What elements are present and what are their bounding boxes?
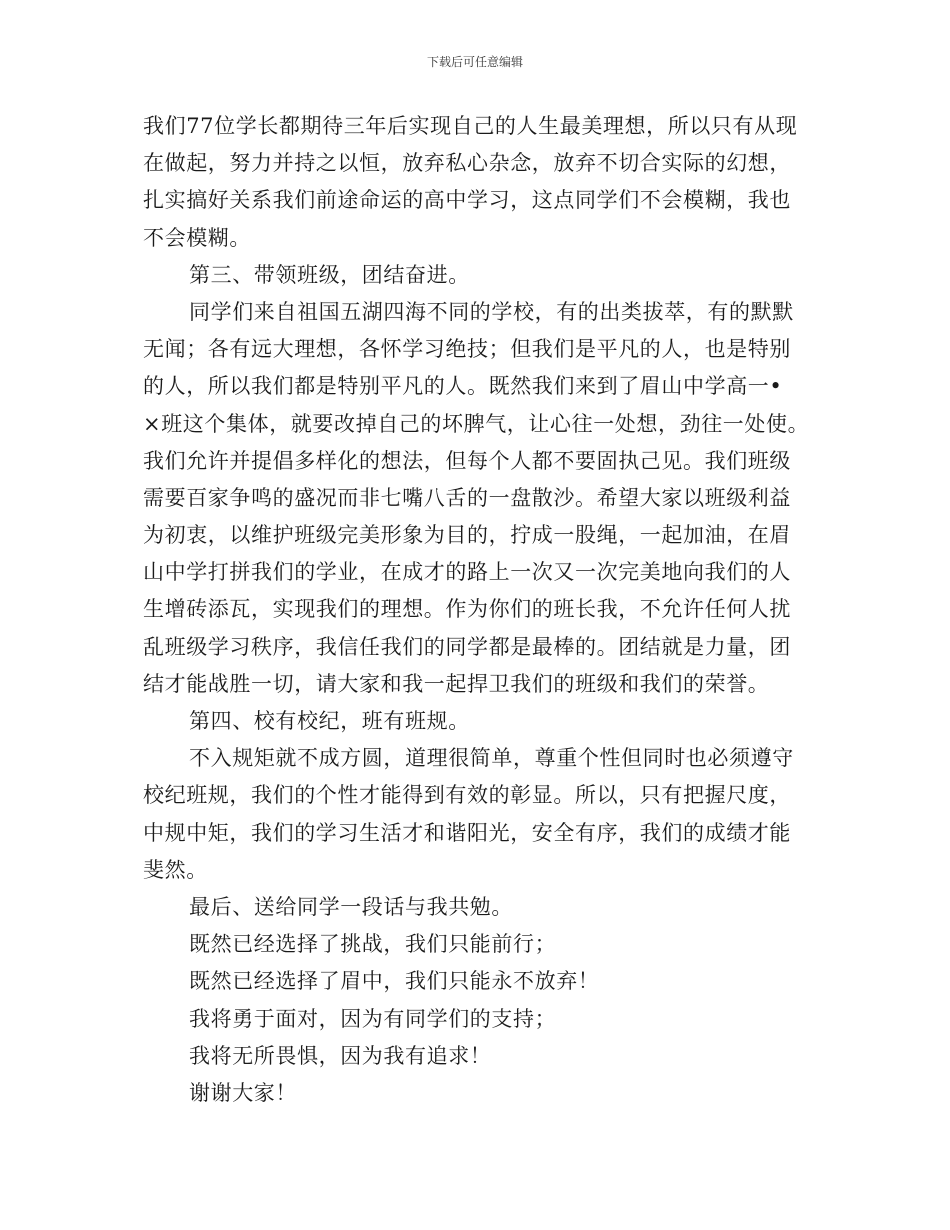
text-line: 的人，所以我们都是特别平凡的人。既然我们来到了眉山中学高一• [143,374,783,399]
text-line: 不会模糊。 [143,225,251,250]
text-line: 不入规矩就不成方圆，道理很简单，尊重个性但同时也必须遵守 [189,746,794,771]
text-line: 我将勇于面对，因为有同学们的支持； [189,1006,557,1031]
text-line: 我将无所畏惧，因为我有追求！ [189,1043,492,1068]
closing-line: 谢谢大家！ [189,1080,297,1105]
text-line: ×班这个集体，就要改掉自己的坏脾气，让心往一处想，劲往一处使。 [143,411,810,436]
text-line: 生增砖添瓦，实现我们的理想。作为你们的班长我，不允许任何人扰 [143,597,791,622]
text-line: 既然已经选择了挑战，我们只能前行； [189,932,557,957]
text-line: 我们77位学长都期待三年后实现自己的人生最美理想，所以只有从现 [143,114,798,138]
text-line: 乱班级学习秩序，我信任我们的同学都是最棒的。团结就是力量，团 [143,634,791,659]
text-line: 同学们来自祖国五湖四海不同的学校，有的出类拔萃，有的默默 [189,299,794,324]
text-line: 斐然。 [143,857,208,882]
text-line: 我们允许并提倡多样化的想法，但每个人都不要固执己见。我们班级 [143,448,791,473]
document-body [143,108,823,1112]
text-line: 为初衷，以维护班级完美形象为目的，拧成一股绳，一起加油，在眉 [143,523,791,548]
section-heading: 第四、校有校纪，班有班规。 [189,709,470,733]
text-line: 结才能战胜一切，请大家和我一起捍卫我们的班级和我们的荣誉。 [143,671,770,696]
text-line: 在做起，努力并持之以恒，放弃私心杂念，放弃不切合实际的幻想， [143,151,791,176]
text-line: 无闻；各有远大理想，各怀学习绝技；但我们是平凡的人，也是特别 [143,337,791,362]
text-line: 既然已经选择了眉中，我们只能永不放弃！ [189,969,600,994]
text-line: 扎实搞好关系我们前途命运的高中学习，这点同学们不会模糊，我也 [143,188,791,213]
text-line: 最后、送给同学一段话与我共勉。 [189,894,513,919]
page-header: 下载后可任意编辑 [426,55,523,69]
text-line: 山中学打拼我们的学业，在成才的路上一次又一次完美地向我们的人 [143,560,791,585]
text-line: 校纪班规，我们的个性才能得到有效的彰显。所以，只有把握尺度， [143,783,791,808]
section-heading: 第三、带领班级，团结奋进。 [189,262,470,287]
text-line: 需要百家争鸣的盛况而非七嘴八舌的一盘散沙。希望大家以班级利益 [143,485,791,510]
text-line: 中规中矩，我们的学习生活才和谐阳光，安全有序，我们的成绩才能 [143,820,791,845]
